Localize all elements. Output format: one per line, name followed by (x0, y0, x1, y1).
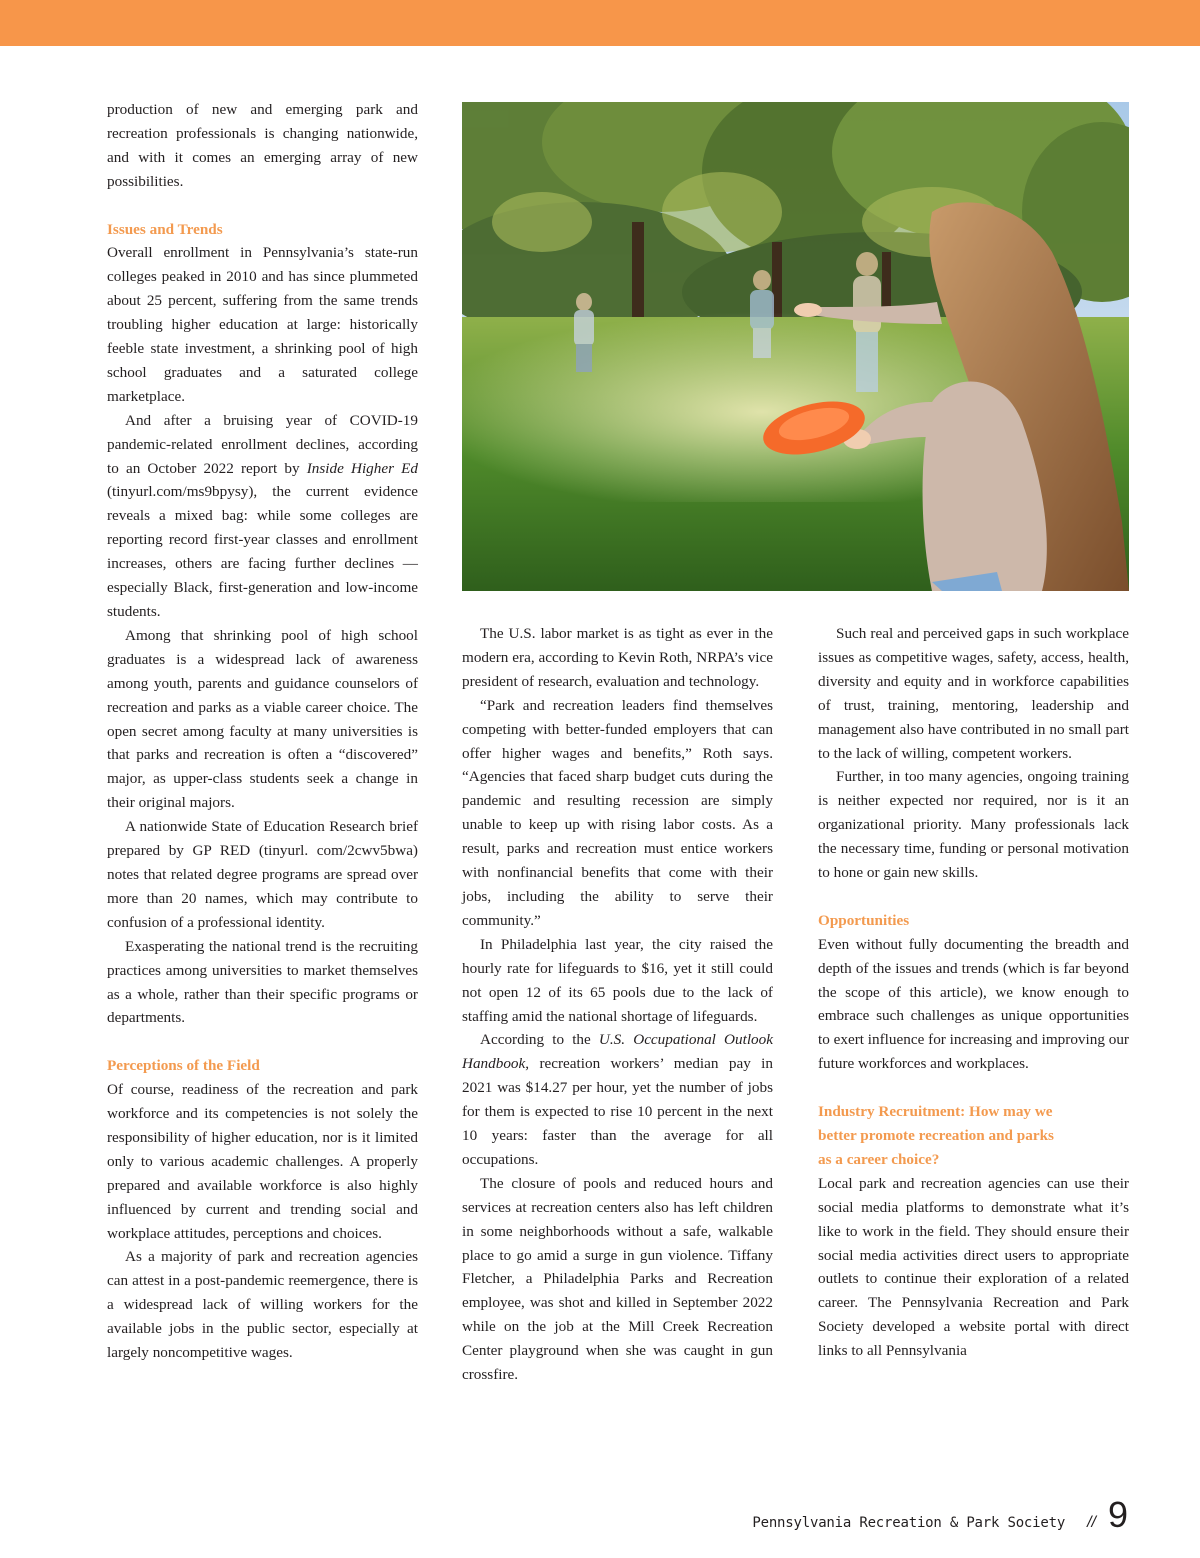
publication-title: Inside Higher Ed (306, 459, 419, 477)
section-heading-issues: Issues and Trends (107, 220, 223, 238)
paragraph: “Park and recreation leaders find themselves competing with better-funded employers that can offer higher wages and benefits,” Roth says. “Agencies that faced sharp budget cuts during the pandemic and resulting recession are simply unable to keep up with rising labor costs. As a result, parks and recreation must entice workers with nonfinancial benefits that come with their jobs, including the ability to serve their community.” (462, 696, 773, 929)
paragraph: In Philadelphia last year, the city raised the hourly rate for lifeguards to $16, yet it still could not open 12 of its 65 pools due to the lack of staffing amid the national shortage of lifeguards. (462, 935, 773, 1025)
article-column-3 (818, 622, 1129, 1363)
publication-title: U.S. Occupational Outlook Handbook (462, 1031, 773, 1073)
paragraph: Overall enrollment in Pennsylvania’s state-run colleges peaked in 2010 and has since plummeted about 25 percent, suffering from the same trends troubling higher education at large: historically feeble state investment, a shrinking pool of high school graduates and a saturated college marketplace. (107, 244, 418, 405)
paragraph: Exasperating the national trend is the recruiting practices among universities to market themselves as a whole, rather than their specific programs or departments. (107, 937, 418, 1027)
paragraph: Local park and recreation agencies can use their social media platforms to demonstrate what it’s like to work in the field. They should ensure their social media activities direct users to appropriate outlets to continue their exploration of a related career. The Pennsylvania Recreation and Park Society developed a website portal with direct links to all Pennsylvania (818, 1174, 1129, 1360)
publication-name: Pennsylvania Recreation & Park Society (752, 1515, 1066, 1531)
article-column-2 (462, 622, 773, 1387)
section-heading-opportunities: Opportunities (818, 911, 910, 929)
paragraph: The U.S. labor market is as tight as ever in the modern era, according to Kevin Roth, NRPA’s vice president of research, evaluation and technology. (462, 625, 773, 690)
paragraph: According to the U.S. Occupational Outlook Handbook, recreation workers’ median pay in 2021 was $14.27 per hour, yet the number of jobs for them is expected to rise 10 percent in the next 10 years: faster than the average for all occupations. (462, 1031, 773, 1168)
paragraph: Among that shrinking pool of high school graduates is a widespread lack of awareness among youth, parents and guidance counselors of recreation and parks as a viable career choice. The open secret among faculty at many universities is that parks and recreation is often a “discovered” major, as upper-class students seek a change in their original majors. (107, 626, 418, 812)
section-heading-industry-recruitment: Industry Recruitment: How may we better promote recreation and parks as a career choice? (818, 1103, 1054, 1168)
paragraph: Such real and perceived gaps in such workplace issues as competitive wages, safety, access, health, diversity and equity and in workforce capabilities of trust, training, mentoring, leadership and management also have contributed in no small part to the lack of willing, competent workers. (818, 625, 1129, 762)
photo-girl-throwing-frisbee (462, 102, 1129, 591)
paragraph: production of new and emerging park and recreation professionals is changing nationwide, and with it comes an emerging array of new possibilities. (107, 101, 418, 190)
section-heading-perceptions: Perceptions of the Field (107, 1057, 260, 1075)
paragraph: Of course, readiness of the recreation and park workforce and its competencies is not solely the responsibility of higher education, nor is it limited only to various academic challenges. A properly prepared and available workforce is also highly influenced by current and trending social and workplace attitudes, perceptions and choices. (107, 1081, 418, 1242)
paragraph: The closure of pools and reduced hours and services at recreation centers also has left children in some neighborhoods without a safe, walkable place to go amid a surge in gun violence. Tiffany Fletcher, a Philadelphia Parks and Recreation employee, was shot and killed in September 2022 while on the job at the Mill Creek Recreation Center playground when she was caught in gun crossfire. (462, 1174, 773, 1384)
paragraph: A nationwide State of Education Research brief prepared by GP RED (tinyurl. com/2cwv5bwa) notes that related degree programs are spread over more than 20 names, which may contribute to confusion of a professional identity. (107, 818, 418, 931)
article-column-1 (107, 98, 418, 1365)
paragraph: And after a bruising year of COVID-19 pandemic-related enrollment declines, according to an October 2022 report by Inside Higher Ed (tinyurl.com/ms9bpysy), the current evidence reveals a mixed bag: while some colleges are reporting record first-year classes and enrollment increases, others are facing further declines — especially Black, first-generation and low-income students. (107, 411, 419, 621)
footer-separator: // (1087, 1514, 1096, 1531)
page-footer (752, 1494, 1128, 1534)
paragraph: As a majority of park and recreation agencies can attest in a post-pandemic reemergence, there is a widespread lack of willing workers for the available jobs in the public sector, especially at largely noncompetitive wages. (107, 1248, 418, 1362)
page-number: 9 (1107, 1494, 1128, 1535)
paragraph: Further, in too many agencies, ongoing training is neither expected nor required, nor is it an organizational priority. Many professionals lack the necessary time, funding or personal motivation to hone or gain new skills. (818, 768, 1129, 882)
paragraph: Even without fully documenting the breadth and depth of the issues and trends (which is far beyond the scope of this article), we know enough to embrace such challenges as unique opportunities to exert influence for increasing and improving our future workforces and workplaces. (818, 935, 1129, 1073)
top-accent-bar (0, 0, 1200, 46)
